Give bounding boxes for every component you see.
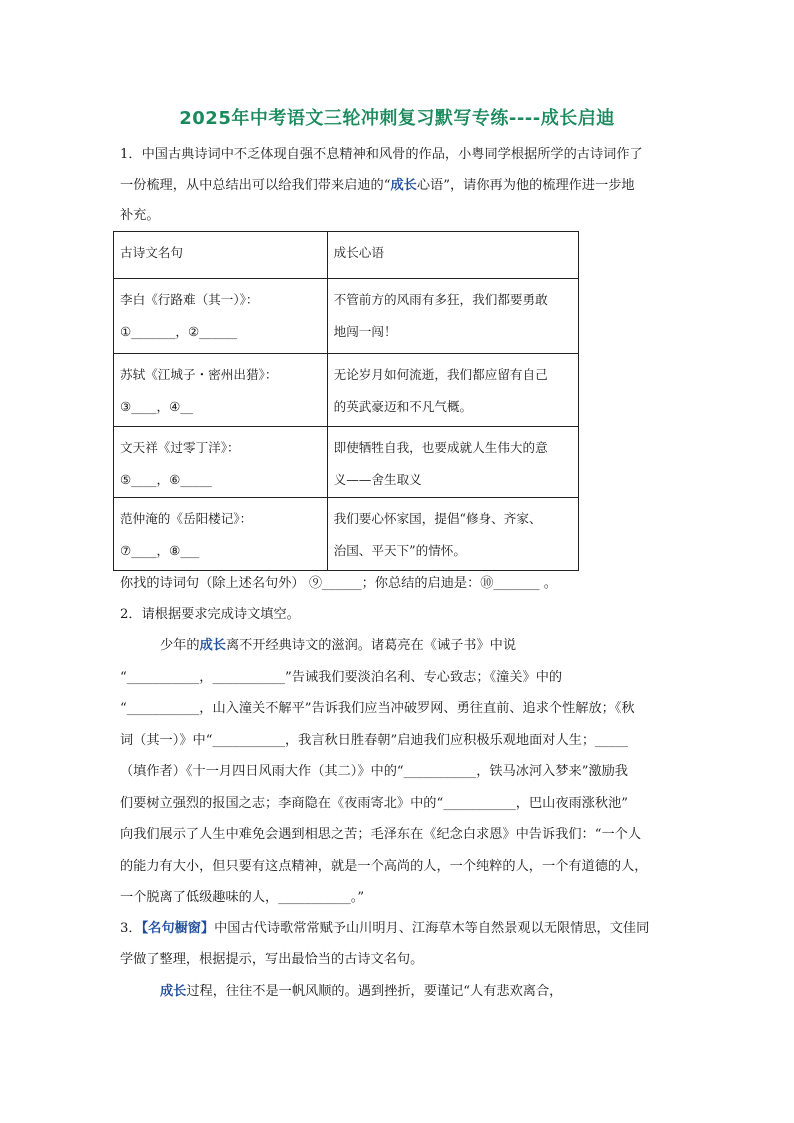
q3-line-1-a: 3．	[120, 921, 142, 936]
insight-line-1: 无论岁月如何流逝，我们都应留有自己	[333, 367, 548, 382]
q2-line-4: “___________，山入潼关不解平”告诉我们应当冲破罗网、勇往直前、追求个性解放；《秋	[120, 701, 635, 716]
table-row	[114, 354, 579, 427]
q3-line-3-b: 过程，往往不是一帆风顺的。遇到挫折，要谨记“人有悲欢离合，	[186, 984, 563, 999]
table-cell-insight	[327, 279, 578, 354]
q2-line-3: “___________，___________”告诫我们要淡泊名利、专心致志；《潼关》中的	[120, 670, 563, 685]
poem-blanks: ⑦____，⑧___	[120, 543, 200, 558]
q3-line-2: 学做了整理，根据提示，写出最恰当的古诗文名句。	[120, 952, 424, 967]
table-cell-poem	[114, 279, 328, 354]
q3-line-3	[160, 984, 562, 1000]
insight-line-1: 不管前方的风雨有多狂，我们都要勇敢	[333, 292, 548, 307]
poem-source: 文天祥《过零丁洋》：	[120, 440, 240, 455]
q1-line-3: 补充。	[120, 208, 160, 223]
q2-line-8: 向我们展示了人生中难免会遇到相思之苦；毛泽东在《纪念白求恩》中告诉我们：“一个人	[120, 827, 642, 842]
table-cell-poem	[114, 354, 328, 427]
table-cell-insight	[327, 427, 578, 498]
q2-line-5: 词（其一）》中“___________，我言秋日胜春朝”启迪我们应积极乐观地面对人生；_____	[120, 733, 629, 748]
q2-line-1: 2．请根据要求完成诗文填空。	[120, 607, 300, 622]
q2-line-2	[160, 638, 516, 654]
table-header-insight: 成长心语	[327, 232, 578, 279]
q3-line-1-b: 中国古代诗歌常常赋予山川明月、江海草木等自然景观以无限情思，文佳同	[214, 921, 650, 936]
poem-source: 李白《行路难（其一）》：	[120, 292, 259, 307]
q1-footer: 你找的诗词句（除上述名句外） ⑨______；你总结的启迪是：⑩_______ 。	[120, 576, 557, 591]
insight-line-2: 的英武豪迈和不凡气概。	[333, 399, 473, 414]
q2-line-7: 们要树立强烈的报国之志；李商隐在《夜雨寄北》中的“___________，巴山夜雨涨秋池”	[120, 796, 629, 811]
page-title: 2025年中考语文三轮冲刺复习默写专练----成长启迪	[179, 108, 615, 129]
q3-line-1	[120, 921, 649, 937]
insight-line-1: 我们要心怀家国，提倡“修身、齐家、	[333, 511, 542, 526]
poem-source: 范仲淹的《岳阳楼记》：	[120, 511, 253, 526]
table-cell-poem	[114, 427, 328, 498]
q2-line-9: 的能力有大小，但只要有这点精神，就是一个高尚的人，一个纯粹的人，一个有道德的人，	[120, 859, 648, 874]
table-row	[114, 427, 579, 498]
poem-blanks: ⑤____，⑥_____	[120, 472, 212, 487]
q1-table	[113, 231, 579, 571]
table-row	[114, 498, 579, 571]
insight-line-2: 治国、平天下”的情怀。	[333, 543, 466, 558]
q1-line-1: 1．中国古典诗词中不乏体现自强不息精神和风骨的作品，小粤同学根据所学的古诗词作了	[120, 147, 643, 162]
poem-blanks: ③____，④__	[120, 399, 193, 414]
poem-source: 苏轼《江城子・密州出猎》：	[120, 367, 278, 382]
q2-line-2-a: 少年的	[160, 638, 200, 653]
poem-blanks: ①_______，②______	[120, 324, 238, 339]
table-cell-poem	[114, 498, 328, 571]
table-cell-insight	[327, 354, 578, 427]
table-cell-insight	[327, 498, 578, 571]
table-row	[114, 279, 579, 354]
q2-line-2-b: 离不开经典诗文的滋润。诸葛亮在《诫子书》中说	[225, 638, 517, 653]
q1-line-2-b: 心语”，请你再为他的梳理作进一步地	[416, 178, 635, 193]
insight-line-2: 地闯一闯！	[333, 324, 397, 339]
q1-line-2-a: 一份梳理，从中总结出可以给我们带来启迪的“	[120, 178, 391, 193]
table-header-row	[114, 232, 579, 279]
q3-highlight-section: 【名句橱窗】	[141, 921, 215, 936]
q2-line-10: 一个脱离了低级趣味的人，___________。”	[120, 890, 365, 905]
q3-highlight-growth: 成长	[160, 984, 187, 999]
table-header-poem: 古诗文名句	[114, 232, 328, 279]
q1-line-2	[120, 178, 635, 194]
q2-line-6: （填作者）《十一月四日风雨大作（其二）》中的“___________，铁马冰河入梦来”激励我	[120, 764, 628, 779]
q2-highlight-growth: 成长	[199, 638, 226, 653]
insight-line-1: 即使牺牲自我，也要成就人生伟大的意	[333, 440, 548, 455]
q1-highlight-growth: 成长	[390, 178, 417, 193]
insight-line-2: 义——舍生取义	[333, 472, 422, 487]
